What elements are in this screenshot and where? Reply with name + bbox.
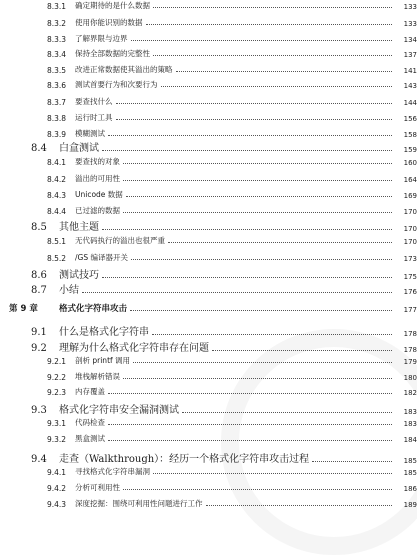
toc-entry-number: 8.3.2: [47, 19, 67, 28]
dot-leader: [153, 6, 392, 8]
dot-leader: [126, 195, 392, 197]
toc-entry-number: 9.3.1: [47, 419, 67, 428]
toc-entry-number: 8.4.1: [47, 158, 67, 167]
toc-entry-page: 144: [403, 99, 417, 107]
toc-entry-page: 178: [403, 330, 417, 338]
toc-entry-title: 剖析 printf 调用: [75, 356, 131, 365]
toc-entry: [0, 96, 417, 107]
toc-entry-number: 8.3.6: [47, 81, 67, 90]
toc-entry-page: 180: [403, 374, 417, 382]
dot-leader: [82, 291, 392, 293]
toc-entry-number: 8.3.3: [47, 35, 67, 44]
dot-leader: [146, 23, 393, 25]
toc-entry-page: 173: [403, 255, 417, 263]
toc-entry-page: 158: [403, 131, 417, 139]
toc-entry: [0, 252, 417, 263]
toc-entry-page: 170: [403, 238, 417, 246]
toc-entry-page: 185: [403, 457, 417, 465]
dot-leader: [102, 228, 392, 230]
toc-entry-page: 137: [403, 51, 417, 59]
toc-entry: [0, 482, 417, 493]
toc-entry: [0, 386, 417, 397]
toc-entry-title: 理解为什么格式化字符串存在问题: [59, 343, 209, 354]
dot-leader: [123, 179, 392, 181]
toc-entry-number: 第 9 章: [9, 304, 38, 314]
dot-leader: [133, 361, 392, 363]
dot-leader: [102, 276, 392, 278]
toc-entry-page: 183: [403, 420, 417, 428]
dot-leader: [131, 39, 393, 41]
dot-leader: [176, 70, 393, 72]
toc-entry-title: 黑盒测试: [75, 434, 105, 443]
toc-entry: [0, 339, 417, 354]
dot-leader: [123, 162, 392, 164]
dot-leader: [123, 488, 392, 490]
toc-entry: [0, 218, 417, 233]
toc-entry-title: 要查找的对象: [75, 157, 120, 166]
toc-entry: [0, 371, 417, 382]
toc-entry-page: 160: [403, 159, 417, 167]
dot-leader: [131, 258, 392, 260]
toc-entry-page: 189: [403, 501, 417, 509]
toc-entry-page: 178: [403, 346, 417, 354]
toc-entry-number: 9.4.3: [47, 500, 67, 509]
toc-entry-number: 9.3: [31, 405, 47, 416]
toc-entry-number: 8.4.2: [47, 175, 67, 184]
toc-entry: [0, 173, 417, 184]
toc-entry-number: 8.3.7: [47, 98, 67, 107]
toc-entry: [0, 355, 417, 366]
toc-entry: [0, 79, 417, 90]
toc-entry-title: Unicode 数据: [75, 190, 123, 199]
toc-entry-number: 8.3.4: [47, 50, 67, 59]
dot-leader: [212, 349, 392, 351]
toc-entry: [0, 64, 417, 75]
toc-entry-title: 无代码执行的溢出也很严重: [75, 236, 165, 245]
toc-entry-number: 9.4: [31, 454, 47, 465]
toc-entry-page: 182: [403, 389, 417, 397]
toc-entry-title: 已过滤的数据: [75, 206, 120, 215]
toc-entry-number: 8.3.8: [47, 114, 67, 123]
toc-entry-title: 其他主题: [59, 222, 99, 233]
dot-leader: [152, 333, 392, 335]
toc-entry-number: 9.3.2: [47, 435, 67, 444]
toc-entry-title: 内存覆盖: [75, 387, 105, 396]
toc-entry-title: 测试首要行为和次要行为: [75, 80, 158, 89]
toc-entry-page: 185: [403, 469, 417, 477]
toc-entry: [0, 0, 417, 11]
toc-entry-page: 175: [403, 273, 417, 281]
toc-entry-title: 堆栈解析错误: [75, 372, 120, 381]
dot-leader: [123, 211, 392, 213]
dot-leader: [161, 85, 393, 87]
toc-entry: [0, 417, 417, 428]
toc-entry-page: 169: [403, 192, 417, 200]
toc-entry-number: 8.4.4: [47, 207, 67, 216]
toc-entry-page: 170: [403, 208, 417, 216]
toc-entry: [0, 48, 417, 59]
toc-entry-page: 159: [403, 146, 417, 154]
toc-entry: [0, 266, 417, 281]
toc-entry-title: 使用你能识别的数据: [75, 18, 143, 27]
toc-entry-page: 141: [403, 67, 417, 75]
toc-entry-number: 8.5.1: [47, 237, 67, 246]
dot-leader: [108, 439, 392, 441]
toc-entry-title: 走查（Walkthrough）：经历一个格式化字符串攻击过程: [59, 454, 310, 465]
toc-entry-page: 133: [403, 20, 417, 28]
dot-leader: [102, 149, 392, 151]
toc-entry-title: 代码检查: [75, 418, 105, 427]
toc-entry-title: 寻找格式化字符串漏洞: [75, 467, 150, 476]
toc-entry-page: 170: [403, 225, 417, 233]
toc-entry-title: 小结: [59, 285, 79, 296]
toc-entry-title: 溢出的可用性: [75, 174, 120, 183]
toc-entry: [0, 17, 417, 28]
toc-entry: [0, 450, 417, 465]
toc-entry-title: 白盒测试: [59, 143, 99, 154]
toc-entry: [0, 302, 417, 314]
toc-entry: [0, 498, 417, 509]
toc-entry-page: 176: [403, 288, 417, 296]
toc-entry-page: 179: [403, 358, 417, 366]
toc-entry-title: 改进正常数据使其溢出的策略: [75, 65, 173, 74]
toc-entry: [0, 112, 417, 123]
toc-entry-number: 9.1: [31, 327, 47, 338]
toc-entry-title: 深度挖掘：围绕可利用性问题进行工作: [75, 499, 203, 508]
dot-leader: [153, 54, 392, 56]
toc-entry-page: 183: [403, 408, 417, 416]
dot-leader: [182, 411, 392, 413]
dot-leader: [153, 472, 392, 474]
toc-entry-title: 测试技巧: [59, 270, 99, 281]
toc-entry-page: 134: [403, 36, 417, 44]
toc-entry-number: 9.2.1: [47, 357, 67, 366]
dot-leader: [168, 241, 392, 243]
toc-entry-number: 9.4.2: [47, 484, 67, 493]
toc-entry-number: 9.2: [31, 343, 47, 354]
toc-entry-number: 9.2.2: [47, 373, 67, 382]
toc-entry-title: 分析可利用性: [75, 483, 120, 492]
toc-entry-number: 8.4.3: [47, 191, 67, 200]
toc-entry: [0, 205, 417, 216]
toc-entry: [0, 156, 417, 167]
toc-entry-title: 模糊测试: [75, 129, 105, 138]
dot-leader: [116, 118, 393, 120]
toc-entry-title: /GS 编译器开关: [75, 253, 128, 262]
toc-entry-title: 什么是格式化字符串: [59, 327, 149, 338]
toc-entry: [0, 139, 417, 154]
toc-entry-number: 8.4: [31, 143, 47, 154]
dot-leader: [123, 377, 392, 379]
toc-entry-title: 格式化字符串攻击: [59, 304, 128, 314]
toc-entry: [0, 189, 417, 200]
dot-leader: [108, 392, 392, 394]
dot-leader: [130, 309, 392, 311]
toc-entry-number: 8.3.9: [47, 130, 67, 139]
toc-entry-title: 确定期待的是什么数据: [75, 1, 150, 10]
toc-entry: [0, 33, 417, 44]
toc-entry: [0, 281, 417, 296]
dot-leader: [108, 134, 392, 136]
toc-entry-page: 133: [403, 3, 417, 11]
toc-entry-title: 保持全部数据的完整性: [75, 49, 150, 58]
toc-entry-page: 177: [403, 306, 417, 314]
toc-entry-title: 了解界限与边界: [75, 34, 128, 43]
toc-entry: [0, 466, 417, 477]
toc-entry-page: 184: [403, 436, 417, 444]
toc-entry: [0, 433, 417, 444]
toc-entry: [0, 323, 417, 338]
toc-entry-number: 8.3.5: [47, 66, 67, 75]
toc-entry: [0, 401, 417, 416]
dot-leader: [312, 460, 392, 462]
dot-leader: [116, 102, 393, 104]
toc-entry: [0, 128, 417, 139]
toc-entry-title: 格式化字符串安全漏洞测试: [59, 405, 179, 416]
toc-entry-number: 9.2.3: [47, 388, 67, 397]
dot-leader: [206, 504, 393, 506]
toc-entry-page: 164: [403, 176, 417, 184]
toc-entry-number: 8.7: [31, 285, 47, 296]
toc-entry-title: 运行时工具: [75, 113, 113, 122]
toc-entry-page: 156: [403, 115, 417, 123]
toc-entry-number: 8.6: [31, 270, 47, 281]
toc-entry-number: 8.5.2: [47, 254, 67, 263]
toc-entry-page: 186: [403, 485, 417, 493]
toc-entry-title: 要查找什么: [75, 97, 113, 106]
toc-entry-number: 8.5: [31, 222, 47, 233]
toc-entry-number: 8.3.1: [47, 2, 67, 11]
toc-entry: [0, 235, 417, 246]
toc-entry-page: 143: [403, 82, 417, 90]
toc-entry-number: 9.4.1: [47, 468, 67, 477]
dot-leader: [108, 423, 392, 425]
